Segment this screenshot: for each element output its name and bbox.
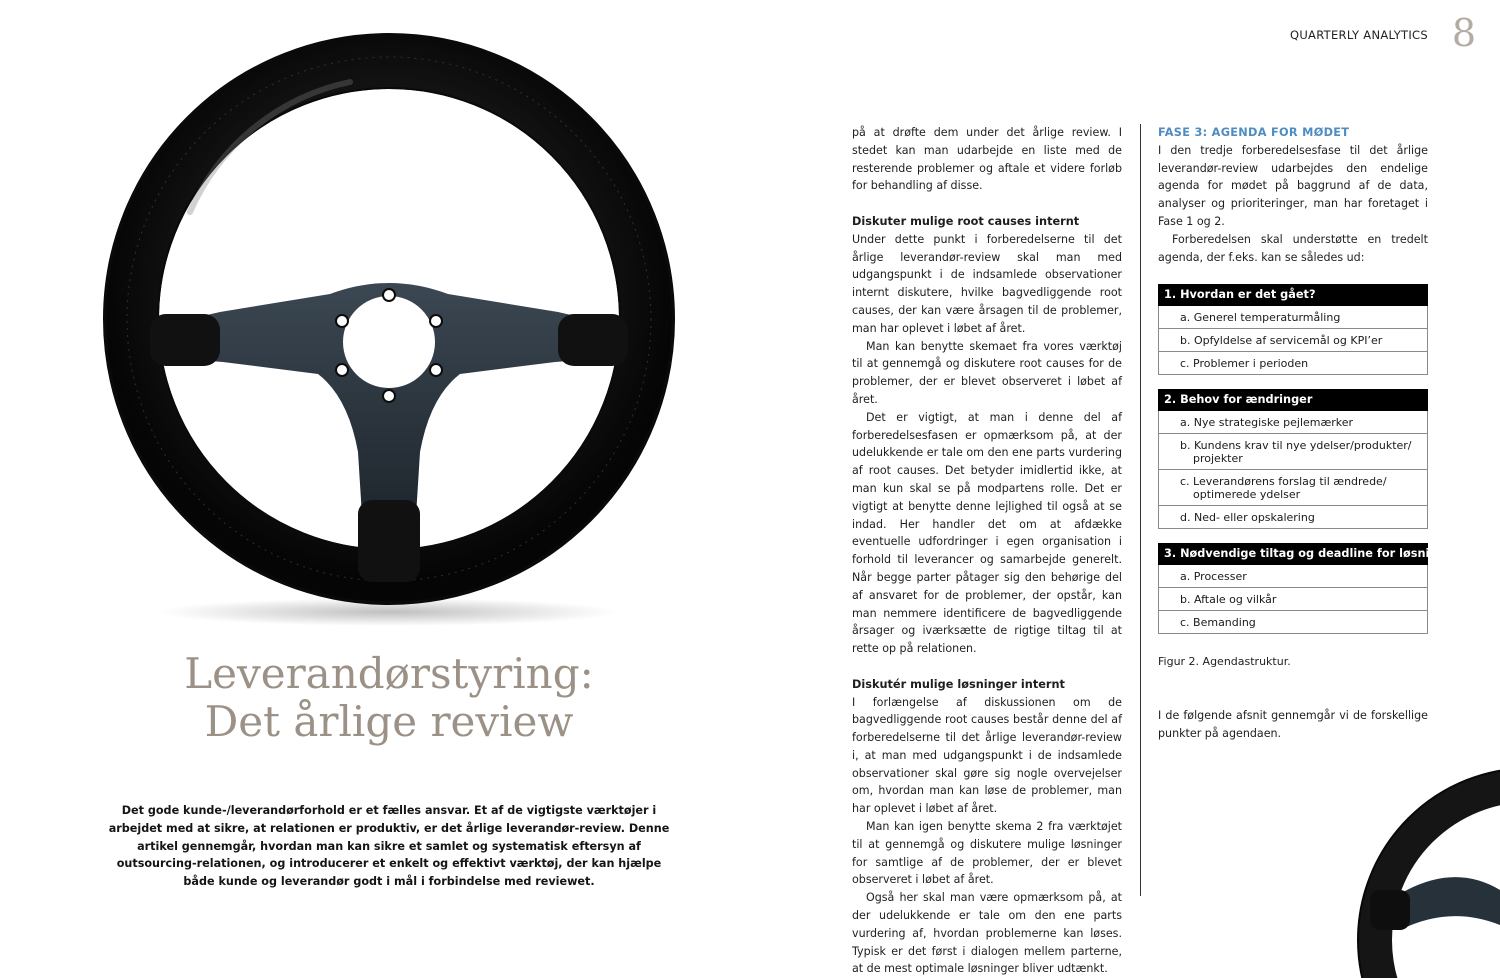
paragraph: Det er vigtigt, at man i denne del af forberedelsesfasen er opmærksom på, at der udelukkende er tale om den ene parts vurdering af root causes. Det betyder imidlertid ikke, at man kun skal se på modpartens rolle. Det er vigtigt at benytte denne lejlighed til også at se indad. Her handler det om at afdække eventuelle udfordringer i egen organisation i forhold til leverancer og samarbejde generelt. Når begge parter påtager sig den behørige del af ansvaret for de problemer, der opstår, kan man nemmere identificere de bagvedliggende årsager og iværksætte de rigtige tiltag til at rette op på relationen. <box>852 410 1122 656</box>
steering-wheel-corner-image <box>1330 740 1500 954</box>
paragraph: Under dette punkt i forberedelserne til det årlige leverandør-review skal man med udgangspunkt i de indsamlede observationer internt diskutere, hvilke bagvedliggende root causes, der kan være årsagen til de problemer, man har oplevet i løbet af året. <box>852 232 1122 335</box>
paragraph: Forberedelsen skal understøtte en tredelt agenda, der f.eks. kan se således ud: <box>1158 232 1428 264</box>
agenda-group-title: 3. Nødvendige tiltag og deadline for løsning <box>1158 543 1428 565</box>
paragraph: I den tredje forberedelsesfase til det årlige leverandør-review udarbejdes den endelige agenda for mødet på baggrund af de data, analyser og prioriteringer, man har foretaget i Fase 1 og 2. <box>1158 143 1428 228</box>
section-heading-solutions: Diskutér mulige løsninger internt <box>852 677 1065 691</box>
right-column <box>1158 124 1428 266</box>
title-line-1: Leverandørstyring: <box>184 649 594 698</box>
steering-wheel-image <box>100 12 678 636</box>
fase-heading: FASE 3: AGENDA FOR MØDET <box>1158 126 1350 139</box>
agenda-group <box>1158 543 1446 634</box>
agenda-item: c. Problemer i perioden <box>1158 352 1428 375</box>
paragraph: Også her skal man være opmærksom på, at der udelukkende er tale om den ene parts vurdering af, hvordan problemerne kan løses. Typisk er det først i dialogen mellem parterne, at de mest optimale løsninger bliver udtænkt. <box>852 891 1122 976</box>
agenda-item: b. Aftale og vilkår <box>1158 588 1428 611</box>
running-title: QUARTERLY ANALYTICS <box>1289 28 1428 42</box>
paragraph: Man kan benytte skemaet fra vores værktøj til at gennemgå og diskutere root causes for de problemer, der er blevet observeret i løbet af året. <box>852 339 1122 406</box>
agenda-item: a. Generel temperaturmåling <box>1158 306 1428 329</box>
section-heading-root-causes: Diskuter mulige root causes internt <box>852 214 1080 228</box>
column-divider <box>1140 124 1141 896</box>
lead-paragraph: Det gode kunde-/leverandørforhold er et fælles ansvar. Et af de vigtigste værktøjer i arbejdet med at sikre, at relationen er produktiv, er det årlige leverandør-review. Denne artikel gennemgår, hvordan man kan sikre et samlet og systematisk eftersyn af outsourcing-relationen, og introducerer et enkelt og effektivt værktøj, der kan hjælpe både kunde og leverandør godt i mål i forbindelse med reviewet. <box>108 804 670 889</box>
article-title <box>100 650 678 746</box>
paragraph: på at drøfte dem under det årlige review. I stedet kan man udarbejde en liste med de resterende problemer og aftale et videre forløb for behandling af disse. <box>852 126 1122 193</box>
page-number: 8 <box>1451 11 1476 55</box>
agenda-item: b. Kundens krav til nye ydelser/produkter/ projekter <box>1158 434 1428 470</box>
closing-paragraph: I de følgende afsnit gennemgår vi de forskellige punkter på agendaen. <box>1158 709 1428 740</box>
agenda-group <box>1158 284 1428 375</box>
title-line-2: Det årlige review <box>204 697 574 746</box>
figure-caption: Figur 2. Agendastruktur. <box>1158 655 1291 668</box>
agenda-item: c. Bemanding <box>1158 611 1428 634</box>
agenda-group-title: 2. Behov for ændringer <box>1158 389 1428 411</box>
agenda-item: a. Processer <box>1158 565 1428 588</box>
paragraph: Man kan igen benytte skema 2 fra værktøjet til at gennemgå og diskutere mulige løsninger for samtlige af de problemer, der er blevet observeret i løbet af året. <box>852 820 1122 887</box>
middle-column <box>852 124 1122 978</box>
agenda-item: a. Nye strategiske pejlemærker <box>1158 411 1428 434</box>
agenda-item: b. Opfyldelse af servicemål og KPI’er <box>1158 329 1428 352</box>
agenda-structure <box>1158 284 1446 648</box>
agenda-item: c. Leverandørens forslag til ændrede/ optimerede ydelser <box>1158 470 1428 506</box>
agenda-item: d. Ned- eller opskalering <box>1158 506 1428 529</box>
paragraph: I forlængelse af diskussionen om de bagvedliggende root causes består denne del af forberedelserne til det årlige leverandør-review i, at man med udgangspunkt i de indsamlede observationer skal gøre sig nogle overvejelser om, hvordan man kan løse de problemer, man har oplevet i løbet af året. <box>852 695 1122 816</box>
agenda-group <box>1158 389 1428 529</box>
agenda-group-title: 1. Hvordan er det gået? <box>1158 284 1428 306</box>
